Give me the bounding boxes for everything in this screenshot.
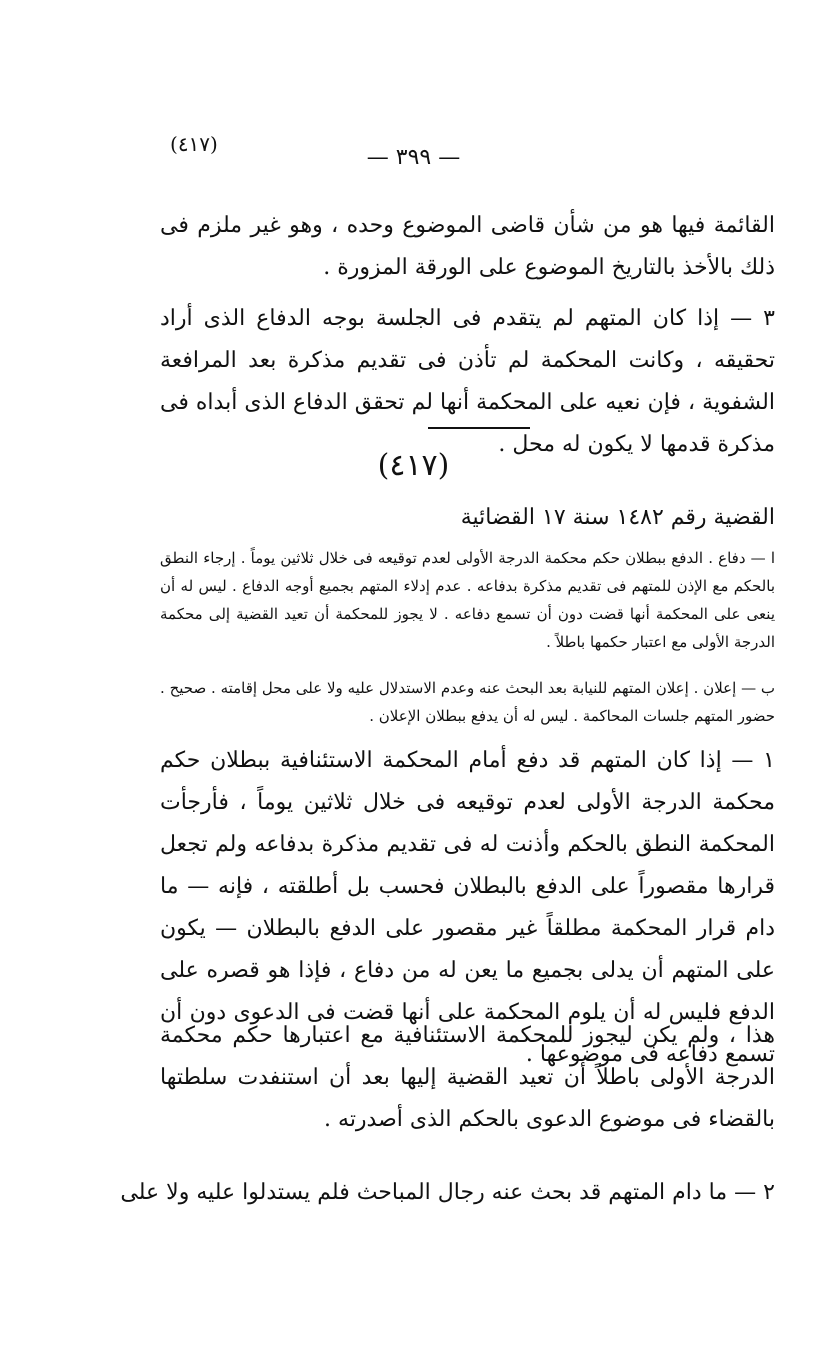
body-paragraph-2: هذا ، ولم يكن ليجوز للمحكمة الاستئنافية مع اعتبارها حكم محكمة الدرجة الأولى باطلاً أن تعيد القضية إليها بعد أن استنفدت سلطتها بالقضاء فى موضوع الدعوى بالحكم الذى أصدرته . [160,1023,775,1132]
page-number: — ٣٩٩ — [366,145,461,170]
summary-item-b: ب — إعلان . إعلان المتهم للنيابة بعد البحث عنه وعدم الاستدلال عليه ولا على محل إقامته . صحيح . حضور المتهم جلسات المحاكمة . ليس له أن يدفع ببطلان الإعلان . [160,679,775,725]
summary-item-a: ا — دفاع . الدفع ببطلان حكم محكمة الدرجة الأولى لعدم توقيعه فى خلال ثلاثين يوماً . إرجاء النطق بالحكم مع الإذن للمتهم فى تقديم مذكرة بدفاعه . عدم إدلاء المتهم بجميع أوجه الدفاع . ليس له أن ينعى على المحكمة أنها قضت دون أن تسمع دفاعه . لا يجوز للمحكمة أن تعيد القضية إلى محكمة الدرجة الأولى مع اعتبار حكمها باطلاً . [160,549,775,651]
body-paragraph-1: ١ — إذا كان المتهم قد دفع أمام المحكمة الاستئنافية ببطلان حكم محكمة الدرجة الأولى لعدم توقيعه فى خلال ثلاثين يوماً ، فأرجأت المحكمة النطق بالحكم وأذنت له فى تقديم مذكرة بدفاعه ولم تجعل قرارها مقصوراً على الدفع بالبطلان فحسب بل أطلقته ، فإنه — ما دام قرار المحكمة مطلقاً غير مقصور على الدفع بالبطلان — يكون على المتهم أن يدلى بجميع ما يعن له من دفاع ، فإذا هو قصره على الدفع فليس له أن يلوم المحكمة على أنها قضت فى الدعوى دون أن تسمع دفاعه فى موضوعها . [160,748,775,1067]
prior-paragraph-3: ٣ — إذا كان المتهم لم يتقدم فى الجلسة بوجه الدفاع الذى أراد تحقيقه ، وكانت المحكمة لم تأذن فى تقديم مذكرة بعد المرافعة الشفوية ، فإن نعيه على المحكمة أنها لم تحقق الدفاع الذى أبداه فى مذكرة قدمها لا يكون له محل . [160,306,775,457]
body-paragraph-3: ٢ — ما دام المتهم قد بحث عنه رجال المباحث فلم يستدلوا عليه ولا على [120,1180,775,1205]
decision-reference: (٤١٧) [170,132,218,156]
prior-paragraph-continued: القائمة فيها هو من شأن قاضى الموضوع وحده ، وهو غير ملزم فى ذلك بالأخذ بالتاريخ الموضوع على الورقة المزورة . [160,213,775,280]
decision-number: (٤١٧) [377,448,450,483]
section-divider [428,427,530,429]
case-title: القضية رقم ١٤٨٢ سنة ١٧ القضائية [460,505,775,530]
